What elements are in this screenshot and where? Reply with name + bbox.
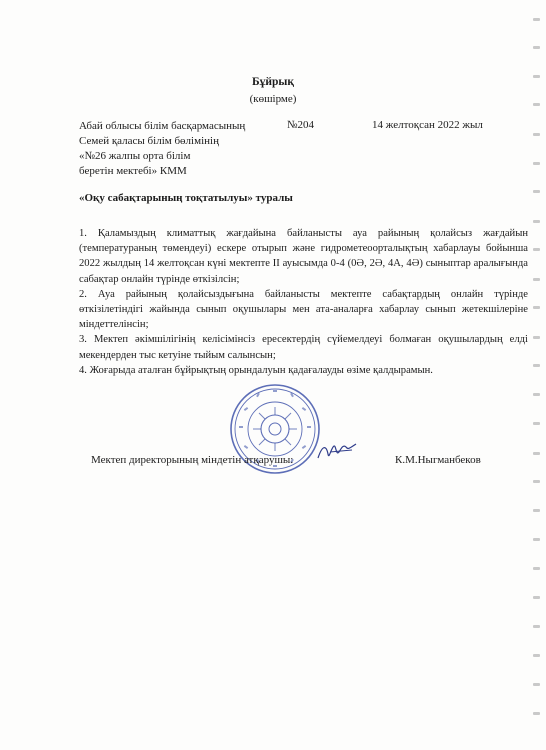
order-paragraph: 2. Ауа райының қолайсыздығына байланысты мектепте сабақтардың онлайн түрінде өткізілетіндігі жайында сынып оқушылары мен ата-аналарға хабарлау сынып жетекшілеріне міндеттелінсін;	[79, 288, 528, 331]
org-line: «№26 жалпы орта білім	[79, 150, 191, 162]
org-line: Семей қаласы білім бөлімінің	[79, 135, 219, 147]
scan-edge-marks	[526, 0, 546, 750]
org-line: Абай облысы білім басқармасының	[79, 120, 246, 132]
handwritten-signature-icon	[316, 438, 358, 464]
org-line: беретін мектебі» КММ	[79, 165, 187, 177]
order-heading: «Оқу сабақтарының тоқтатылуы» туралы	[79, 192, 293, 204]
order-paragraph: 1. Қаламыздың климаттық жағдайына байланысты ауа райының қолайсыз жағдайын (температураның төмендеуі) ескере отырып және гидрометеоорталықтың хабарлауы бойынша 2022 жылдың 14 желтоқсан күні мектепте ІІ ауысымда 0-4 (0Ә, 2Ә, 4А, 4Ә) сыныптар аралығында сабақтар онлайн түрінде өткізілсін;	[79, 228, 528, 285]
signatory-name: К.М.Ныгманбеков	[395, 454, 481, 466]
order-paragraph: 4. Жоғарыда аталған бұйрықтың орындалуын қадағалауды өзіме қалдырамын.	[79, 364, 433, 376]
organization-block	[79, 119, 245, 179]
order-number: №204	[287, 119, 314, 131]
order-paragraph: 3. Мектеп әкімшілігінің келісімінсіз ересектердің сүйемелдеуі болмаған оқушылардың елді мекендерден тыс кетуіне тыйым салынсын;	[79, 334, 528, 361]
signature-label: Мектеп директорының міндетін атқарушы:	[91, 454, 294, 466]
order-date: 14 желтоқсан 2022 жыл	[372, 119, 483, 131]
document-subtitle: (көшірме)	[249, 93, 297, 105]
order-body	[79, 226, 528, 378]
document-title: Бұйрық	[252, 76, 294, 88]
